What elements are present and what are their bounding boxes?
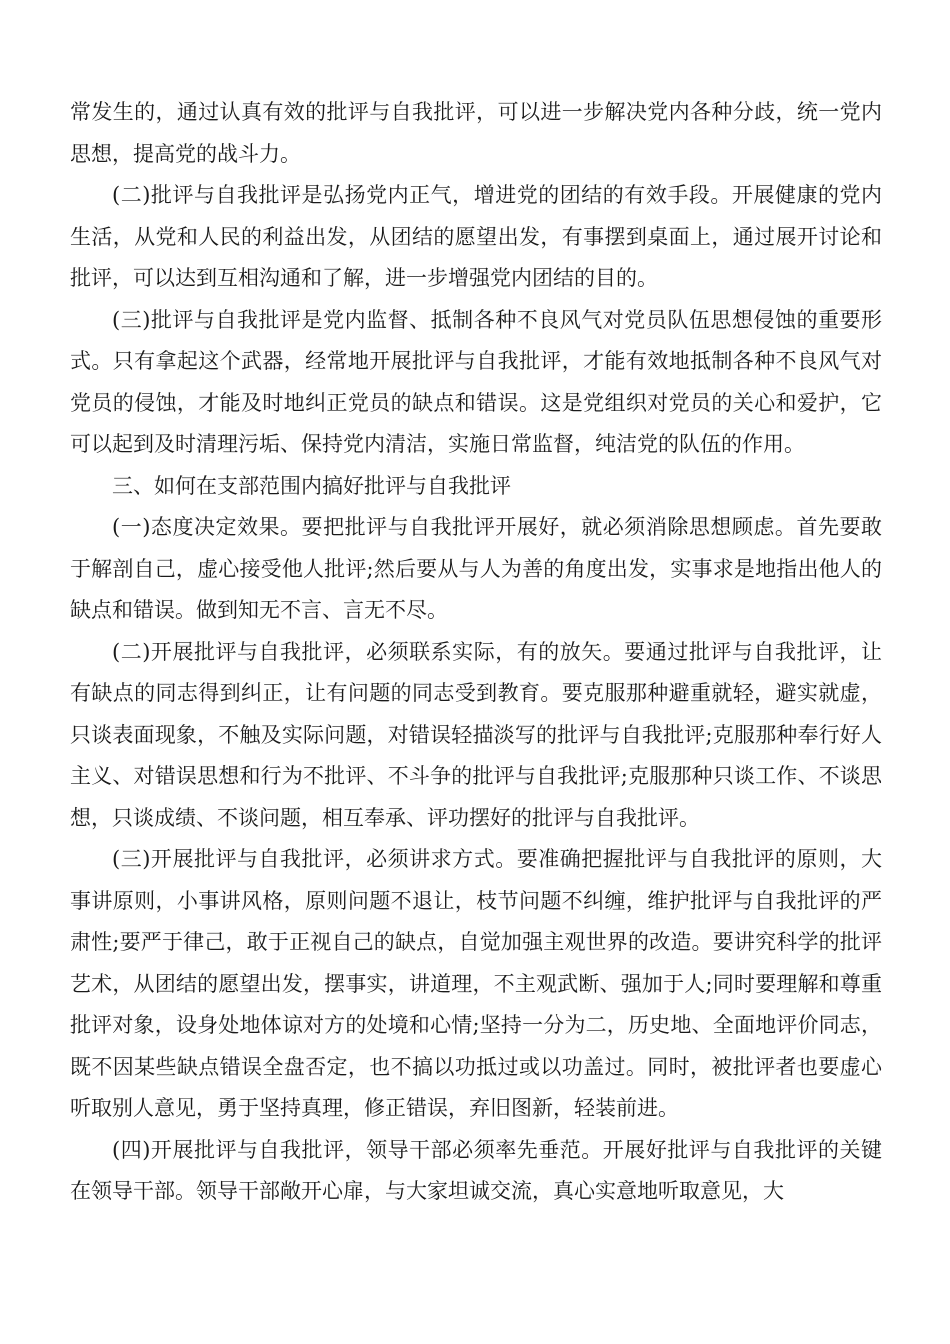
paragraph-attitude: (一)态度决定效果。要把批评与自我批评开展好，就必须消除思想顾虑。首先要敢于解剖自己，虚心接受他人批评;然后要从与人为善的角度出发，实事求是地指出他人的缺点和错误。做到知无不言、言无不尽。 <box>70 515 882 622</box>
paragraph-leadership: (四)开展批评与自我批评，领导干部必须率先垂范。开展好批评与自我批评的关键在领导干部。领导干部敞开心扉，与大家坦诚交流，真心实意地听取意见，大 <box>70 1137 882 1203</box>
paragraph-practical: (二)开展批评与自我批评，必须联系实际，有的放矢。要通过批评与自我批评，让有缺点的同志得到纠正，让有问题的同志受到教育。要克服那种避重就轻，避实就虚，只谈表面现象，不触及实际问题，对错误轻描淡写的批评与自我批评;克服那种奉行好人主义、对错误思想和行为不批评、不斗争的批评与自我批评;克服那种只谈工作、不谈思想，只谈成绩、不谈问题，相互奉承、评功摆好的批评与自我批评。 <box>70 639 882 830</box>
paragraph-continuation: 常发生的，通过认真有效的批评与自我批评，可以进一步解决党内各种分歧，统一党内思想，提高党的战斗力。 <box>70 100 882 166</box>
document-body <box>70 92 882 1213</box>
paragraph-point-3-supervision: (三)批评与自我批评是党内监督、抵制各种不良风气对党员队伍思想侵蚀的重要形式。只有拿起这个武器，经常地开展批评与自我批评，才能有效地抵制各种不良风气对党员的侵蚀，才能及时地纠正党员的缺点和错误。这是党组织对党员的关心和爱护，它可以起到及时清理污垢、保持党内清洁，实施日常监督，纯洁党的队伍的作用。 <box>70 307 882 456</box>
paragraph-point-2-unity: (二)批评与自我批评是弘扬党内正气，增进党的团结的有效手段。开展健康的党内生活，从党和人民的利益出发，从团结的愿望出发，有事摆到桌面上，通过展开讨论和批评，可以达到互相沟通和了解，进一步增强党内团结的目的。 <box>70 183 882 290</box>
paragraph-method: (三)开展批评与自我批评，必须讲求方式。要准确把握批评与自我批评的原则，大事讲原则，小事讲风格，原则问题不退让，枝节问题不纠缠，维护批评与自我批评的严肃性;要严于律己，敢于正视自己的缺点，自觉加强主观世界的改造。要讲究科学的批评艺术，从团结的愿望出发，摆事实，讲道理，不主观武断、强加于人;同时要理解和尊重批评对象，设身处地体谅对方的处境和心情;坚持一分为二，历史地、全面地评价同志，既不因某些缺点错误全盘否定，也不搞以功抵过或以功盖过。同时，被批评者也要虚心听取别人意见，勇于坚持真理，修正错误，弃旧图新，轻装前进。 <box>70 847 882 1120</box>
section-heading-3: 三、如何在支部范围内搞好批评与自我批评 <box>112 473 511 498</box>
